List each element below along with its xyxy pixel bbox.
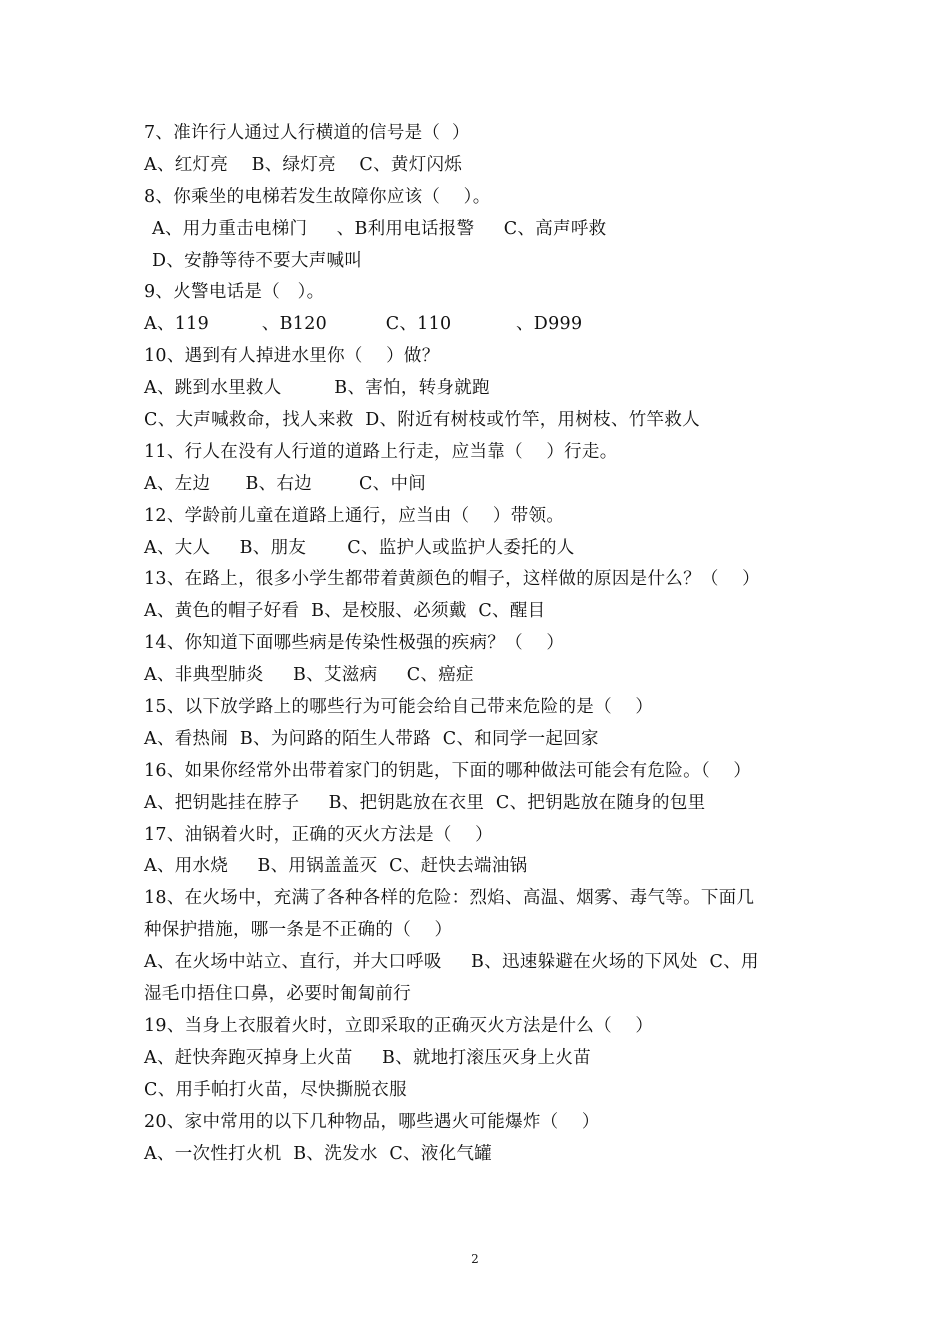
question-20-options: A、一次性打火机 B、洗发水 C、液化气罐 <box>144 1143 493 1164</box>
question-18-options-continued: 湿毛巾捂住口鼻，必要时匍匐前行 <box>144 984 411 1005</box>
question-15-options: A、看热闹 B、为问路的陌生人带路 C、和同学一起回家 <box>144 728 599 749</box>
question-12-options: A、大人 B、朋友 C、监护人或监护人委托的人 <box>144 537 575 558</box>
question-15: 15、以下放学路上的哪些行为可能会给自己带来危险的是（ ） <box>144 697 654 718</box>
question-18-options: A、在火场中站立、直行，并大口呼吸 B、迅速躲避在火场的下风处 C、用 <box>144 952 759 973</box>
question-19-options-ab: A、赶快奔跑灭掉身上火苗 B、就地打滚压灭身上火苗 <box>144 1047 592 1068</box>
question-18: 18、在火场中，充满了各种各样的危险：烈焰、高温、烟雾、毒气等。下面几 <box>144 888 755 909</box>
question-14-options: A、非典型肺炎 B、艾滋病 C、癌症 <box>144 665 474 686</box>
question-20: 20、家中常用的以下几种物品，哪些遇火可能爆炸（ ） <box>144 1111 600 1132</box>
question-13-options: A、黄色的帽子好看 B、是校服、必须戴 C、醒目 <box>144 601 546 622</box>
question-list <box>144 118 824 1170</box>
question-8: 8、你乘坐的电梯若发生故障你应该（ ）。 <box>144 186 491 207</box>
question-10-options-cd: C、大声喊救命，找人来救 D、附近有树枝或竹竿，用树枝、竹竿救人 <box>144 410 700 431</box>
question-8-options: A、用力重击电梯门 、B利用电话报警 C、高声呼救 <box>152 218 607 239</box>
question-17-options: A、用水烧 B、用锅盖盖灭 C、赶快去端油锅 <box>144 856 528 877</box>
question-9-options: A、119 、B120 C、110 、D999 <box>144 314 583 335</box>
question-14: 14、你知道下面哪些病是传染性极强的疾病？（ ） <box>144 633 565 654</box>
question-11: 11、行人在没有人行道的道路上行走，应当靠（ ）行走。 <box>144 441 618 462</box>
question-9: 9、火警电话是（ ）。 <box>144 282 325 303</box>
question-19-option-c: C、用手帕打火苗，尽快撕脱衣服 <box>144 1079 407 1100</box>
question-10-options-ab: A、跳到水里救人 B、害怕，转身就跑 <box>144 378 490 399</box>
question-16: 16、如果你经常外出带着家门的钥匙，下面的哪种做法可能会有危险。（ ） <box>144 760 752 781</box>
question-13: 13、在路上，很多小学生都带着黄颜色的帽子，这样做的原因是什么？（ ） <box>144 569 760 590</box>
question-12: 12、学龄前儿童在道路上通行，应当由（ ）带领。 <box>144 505 565 526</box>
question-17: 17、油锅着火时，正确的灭火方法是（ ） <box>144 824 493 845</box>
question-11-options: A、左边 B、右边 C、中间 <box>144 473 427 494</box>
page-number: 2 <box>471 1252 479 1266</box>
question-7: 7、准许行人通过人行横道的信号是（ ） <box>144 123 470 143</box>
question-7-options: A、红灯亮 B、绿灯亮 C、黄灯闪烁 <box>144 154 463 175</box>
question-10: 10、遇到有人掉进水里你（ ）做？ <box>144 346 440 367</box>
question-19: 19、当身上衣服着火时，立即采取的正确灭火方法是什么（ ） <box>144 1015 654 1036</box>
question-18-continued: 种保护措施，哪一条是不正确的（ ） <box>144 920 453 941</box>
question-16-options: A、把钥匙挂在脖子 B、把钥匙放在衣里 C、把钥匙放在随身的包里 <box>144 792 706 813</box>
question-8-option-d: D、安静等待不要大声喊叫 <box>152 250 363 271</box>
